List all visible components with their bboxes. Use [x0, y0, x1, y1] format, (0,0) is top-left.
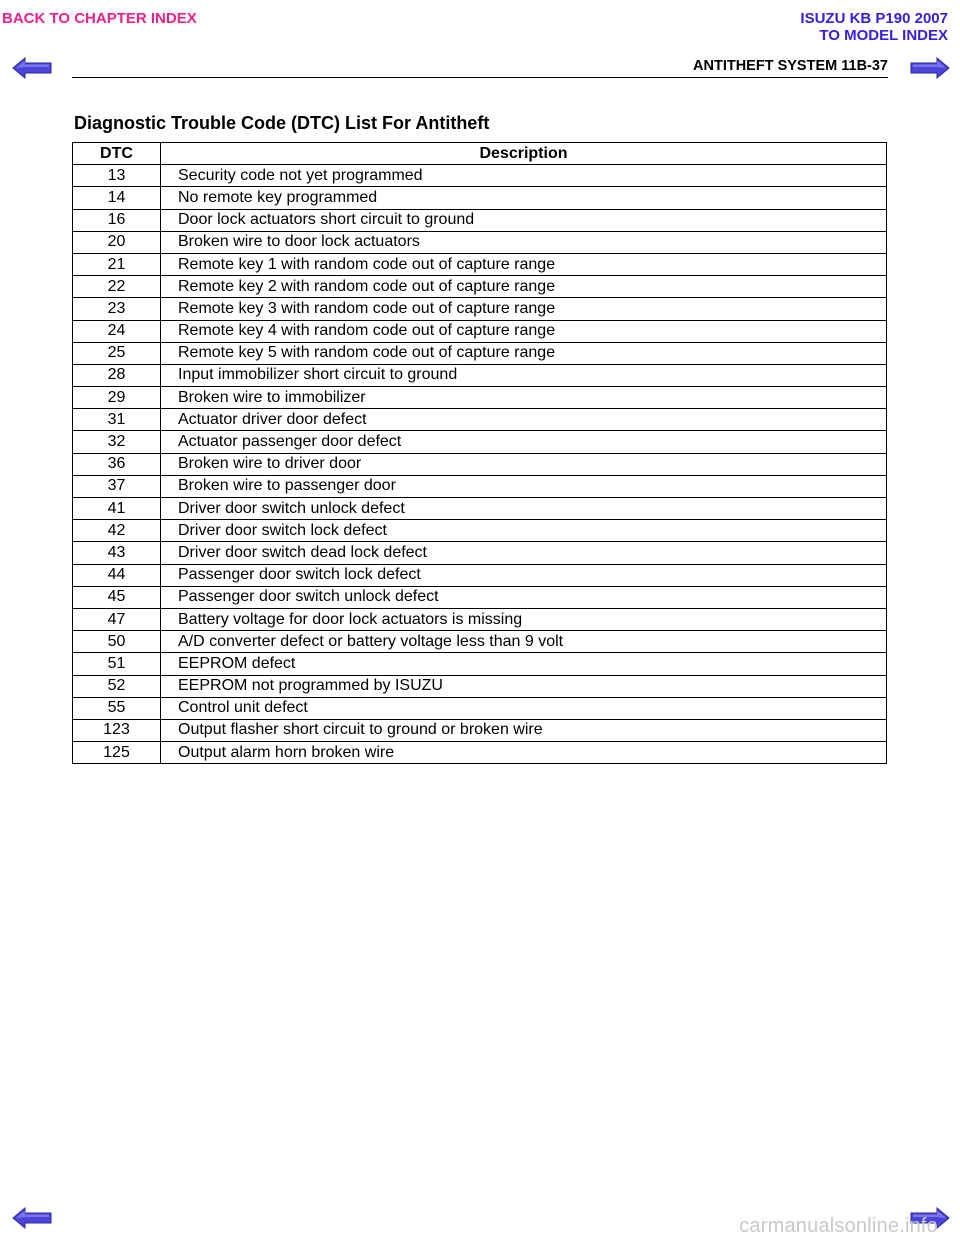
dtc-description-cell: Remote key 1 with random code out of capture range	[161, 253, 887, 275]
dtc-description-cell: Passenger door switch unlock defect	[161, 586, 887, 608]
dtc-code-cell: 13	[73, 165, 161, 187]
table-row	[73, 564, 887, 586]
dtc-code-cell: 52	[73, 675, 161, 697]
dtc-code-cell: 36	[73, 453, 161, 475]
dtc-code-cell: 123	[73, 719, 161, 741]
dtc-description-cell: Battery voltage for door lock actuators is missing	[161, 608, 887, 630]
watermark: carmanualsonline.info	[739, 1215, 938, 1237]
table-row	[73, 431, 887, 453]
dtc-description-cell: Driver door switch lock defect	[161, 520, 887, 542]
dtc-code-cell: 125	[73, 742, 161, 764]
dtc-table	[72, 142, 887, 764]
dtc-description-cell: A/D converter defect or battery voltage less than 9 volt	[161, 631, 887, 653]
dtc-code-cell: 47	[73, 608, 161, 630]
dtc-code-cell: 51	[73, 653, 161, 675]
table-row	[73, 475, 887, 497]
dtc-code-cell: 45	[73, 586, 161, 608]
table-row	[73, 453, 887, 475]
dtc-code-cell: 23	[73, 298, 161, 320]
model-name-label[interactable]: ISUZU KB P190 2007	[800, 10, 948, 27]
table-row	[73, 608, 887, 630]
table-row	[73, 653, 887, 675]
arrow-left-icon[interactable]	[12, 1207, 52, 1229]
dtc-code-cell: 25	[73, 342, 161, 364]
table-row	[73, 276, 887, 298]
table-row	[73, 409, 887, 431]
dtc-description-cell: No remote key programmed	[161, 187, 887, 209]
dtc-description-cell: Driver door switch dead lock defect	[161, 542, 887, 564]
table-row	[73, 520, 887, 542]
dtc-code-cell: 42	[73, 520, 161, 542]
column-header-dtc: DTC	[73, 143, 161, 165]
dtc-code-cell: 14	[73, 187, 161, 209]
dtc-code-cell: 29	[73, 387, 161, 409]
header-divider	[72, 77, 888, 78]
dtc-description-cell: Broken wire to door lock actuators	[161, 231, 887, 253]
page-title: Diagnostic Trouble Code (DTC) List For Antitheft	[74, 113, 490, 133]
dtc-table-body	[73, 165, 887, 764]
table-row	[73, 187, 887, 209]
dtc-code-cell: 44	[73, 564, 161, 586]
back-to-chapter-index-link[interactable]: BACK TO CHAPTER INDEX	[2, 10, 197, 27]
arrow-right-icon[interactable]	[910, 57, 950, 79]
table-row	[73, 586, 887, 608]
dtc-description-cell: Driver door switch unlock defect	[161, 498, 887, 520]
dtc-code-cell: 21	[73, 253, 161, 275]
section-heading: ANTITHEFT SYSTEM 11B-37	[693, 58, 888, 74]
table-row	[73, 675, 887, 697]
dtc-description-cell: Remote key 4 with random code out of capture range	[161, 320, 887, 342]
dtc-description-cell: Remote key 5 with random code out of capture range	[161, 342, 887, 364]
dtc-description-cell: Broken wire to driver door	[161, 453, 887, 475]
dtc-code-cell: 37	[73, 475, 161, 497]
table-row	[73, 320, 887, 342]
model-index-link[interactable]	[800, 10, 948, 44]
table-row	[73, 209, 887, 231]
table-row	[73, 253, 887, 275]
table-header-row	[73, 143, 887, 165]
table-row	[73, 631, 887, 653]
dtc-code-cell: 16	[73, 209, 161, 231]
to-model-index-label[interactable]: TO MODEL INDEX	[819, 27, 948, 44]
table-row	[73, 498, 887, 520]
table-row	[73, 742, 887, 764]
dtc-description-cell: EEPROM defect	[161, 653, 887, 675]
arrow-left-icon[interactable]	[12, 57, 52, 79]
table-row	[73, 542, 887, 564]
table-row	[73, 697, 887, 719]
table-row	[73, 719, 887, 741]
dtc-code-cell: 43	[73, 542, 161, 564]
dtc-description-cell: Broken wire to passenger door	[161, 475, 887, 497]
dtc-description-cell: Actuator driver door defect	[161, 409, 887, 431]
column-header-description: Description	[161, 143, 887, 165]
dtc-code-cell: 28	[73, 364, 161, 386]
table-row	[73, 298, 887, 320]
dtc-description-cell: Input immobilizer short circuit to ground	[161, 364, 887, 386]
dtc-code-cell: 24	[73, 320, 161, 342]
table-row	[73, 165, 887, 187]
dtc-description-cell: Output flasher short circuit to ground or broken wire	[161, 719, 887, 741]
dtc-description-cell: Security code not yet programmed	[161, 165, 887, 187]
dtc-description-cell: Remote key 3 with random code out of capture range	[161, 298, 887, 320]
dtc-description-cell: Passenger door switch lock defect	[161, 564, 887, 586]
dtc-description-cell: Control unit defect	[161, 697, 887, 719]
dtc-code-cell: 50	[73, 631, 161, 653]
dtc-code-cell: 41	[73, 498, 161, 520]
dtc-code-cell: 22	[73, 276, 161, 298]
table-row	[73, 231, 887, 253]
dtc-code-cell: 32	[73, 431, 161, 453]
dtc-description-cell: EEPROM not programmed by ISUZU	[161, 675, 887, 697]
table-row	[73, 342, 887, 364]
dtc-code-cell: 20	[73, 231, 161, 253]
dtc-code-cell: 55	[73, 697, 161, 719]
dtc-description-cell: Actuator passenger door defect	[161, 431, 887, 453]
dtc-description-cell: Broken wire to immobilizer	[161, 387, 887, 409]
dtc-description-cell: Door lock actuators short circuit to ground	[161, 209, 887, 231]
table-row	[73, 364, 887, 386]
dtc-description-cell: Remote key 2 with random code out of capture range	[161, 276, 887, 298]
table-row	[73, 387, 887, 409]
dtc-code-cell: 31	[73, 409, 161, 431]
dtc-description-cell: Output alarm horn broken wire	[161, 742, 887, 764]
